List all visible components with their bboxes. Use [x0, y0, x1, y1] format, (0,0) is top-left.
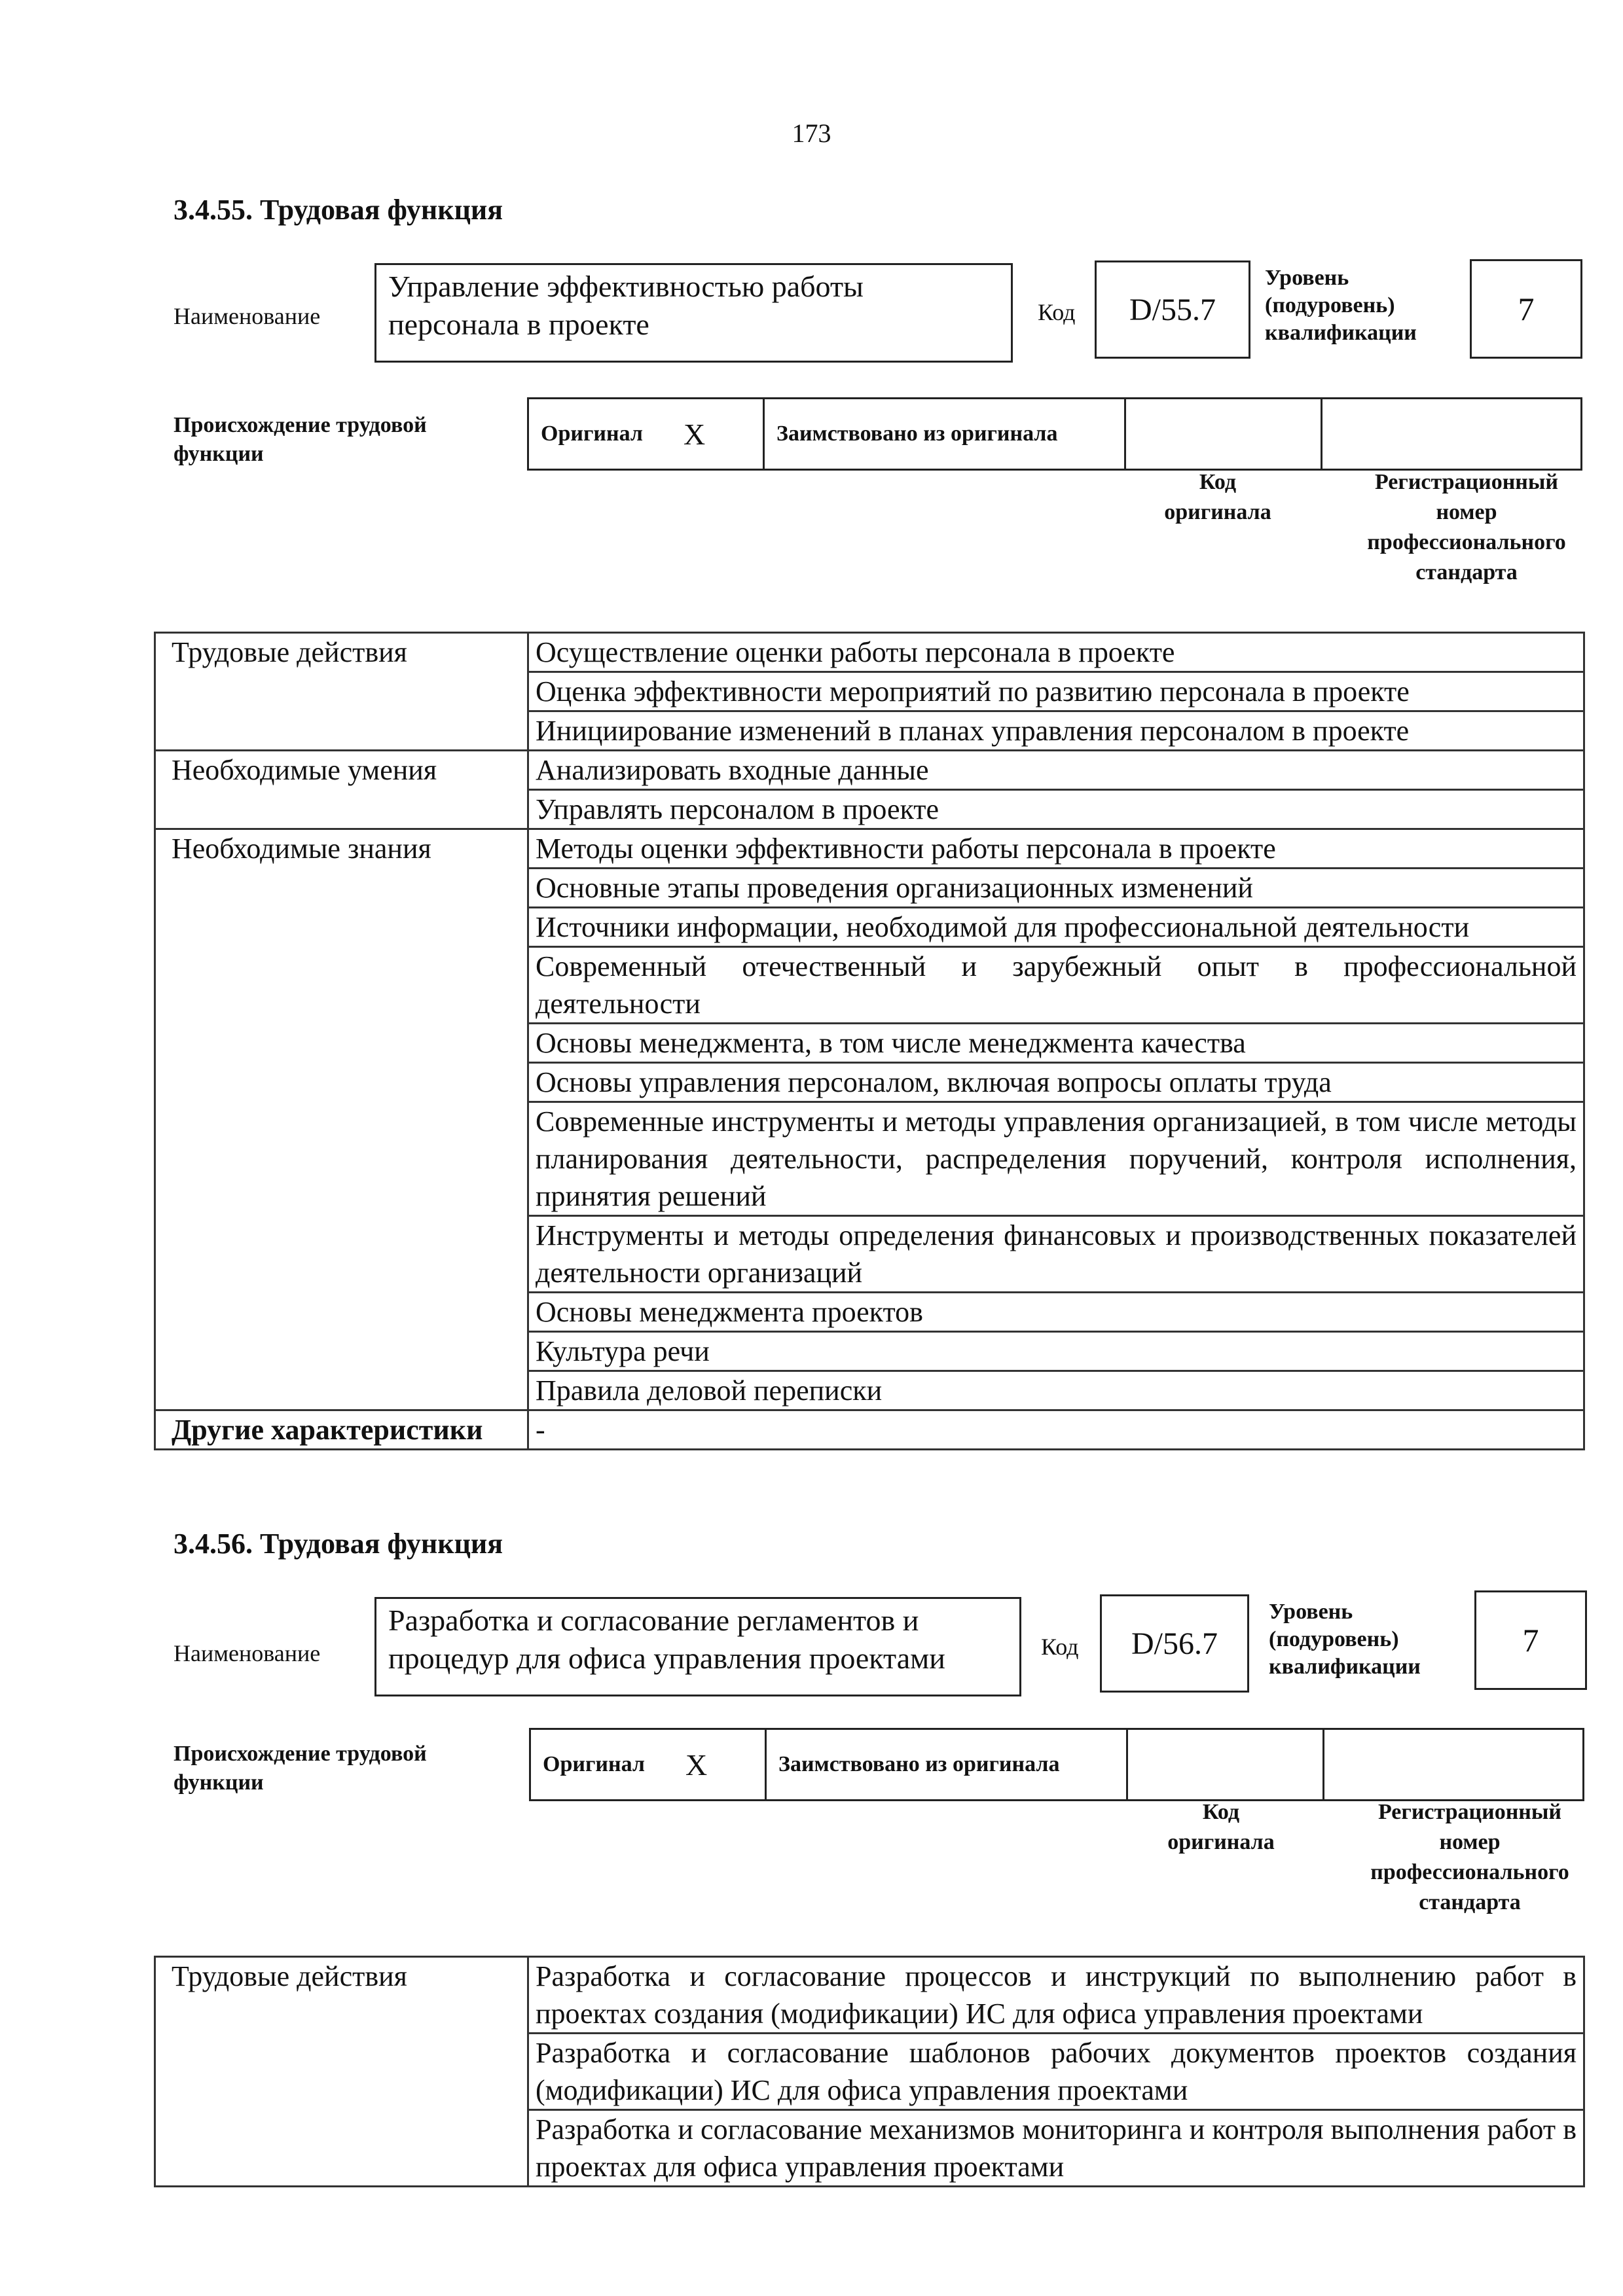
section-title: 3.4.56. Трудовая функция [173, 1528, 503, 1560]
function-code: D/55.7 [1095, 260, 1250, 359]
table-cell: Разработка и согласование процессов и инструкций по выполнению работ в проектах создания (модификации) ИС для офиса управления проектами [528, 1957, 1584, 2034]
table-cell: Современные инструменты и методы управления организацией, в том числе методы планирования деятельности, распределения поручений, контроля исполнения, принятия решений [528, 1102, 1584, 1216]
name-label: Наименование [173, 303, 321, 329]
table-cell: Основы управления персоналом, включая вопросы оплаты труда [528, 1063, 1584, 1102]
reg-number-label: Регистрационный номер профессионального стандарта [1367, 470, 1566, 584]
table-cell: Разработка и согласование шаблонов рабочих документов проектов создания (модификации) ИС для офиса управления проектами [528, 2034, 1584, 2110]
table-cell: Оценка эффективности мероприятий по развитию персонала в проекте [528, 672, 1584, 711]
table-cell: Управлять персоналом в проекте [528, 790, 1584, 829]
code-original-label: Код оригинала [1167, 1800, 1275, 1854]
function-table [154, 1956, 1585, 2187]
table-cell: Инструменты и методы определения финансовых и производственных показателей деятельности организаций [528, 1216, 1584, 1293]
row-head-other: Другие характеристики [155, 1410, 528, 1450]
reg-number-cell [1322, 399, 1580, 469]
table-cell: Инициирование изменений в планах управления персоналом в проекте [528, 711, 1584, 751]
table-cell: Анализировать входные данные [528, 751, 1584, 790]
origin-row [529, 1728, 1584, 1801]
function-name: Разработка и согласование регламентов и процедур для офиса управления проектами [374, 1597, 1021, 1696]
row-head-actions: Трудовые действия [155, 1957, 528, 2187]
qualification-level: 7 [1470, 259, 1582, 359]
table-cell: Современный отечественный и зарубежный опыт в профессиональной деятельности [528, 947, 1584, 1024]
origin-label: Происхождение трудовой функции [173, 413, 427, 466]
table-cell: - [528, 1410, 1584, 1450]
origin-label: Происхождение трудовой функции [173, 1742, 427, 1795]
table-cell: Основные этапы проведения организационных изменений [528, 869, 1584, 908]
row-head-actions: Трудовые действия [155, 633, 528, 751]
qualification-level: 7 [1474, 1590, 1587, 1690]
origin-borrowed-cell: Заимствовано из оригинала [767, 1730, 1128, 1799]
origin-x-mark: X [685, 1748, 708, 1782]
name-label: Наименование [173, 1640, 321, 1666]
table-cell: Разработка и согласование механизмов мониторинга и контроля выполнения работ в проектах для офиса управления проектами [528, 2110, 1584, 2187]
row-head-skills: Необходимые умения [155, 751, 528, 829]
original-code-cell [1128, 1730, 1324, 1799]
origin-original-cell: Оригинал X [531, 1730, 767, 1799]
table-cell: Культура речи [528, 1332, 1584, 1371]
origin-borrowed-cell: Заимствовано из оригинала [765, 399, 1126, 469]
function-code: D/56.7 [1100, 1594, 1249, 1693]
table-cell: Методы оценки эффективности работы персонала в проекте [528, 829, 1584, 869]
reg-number-label: Регистрационный номер профессионального стандарта [1370, 1800, 1569, 1914]
function-name: Управление эффективностью работы персонала в проекте [374, 263, 1013, 363]
code-label: Код [1038, 299, 1076, 325]
table-cell: Основы менеджмента проектов [528, 1293, 1584, 1332]
origin-original-cell: Оригинал X [529, 399, 765, 469]
table-cell: Правила деловой переписки [528, 1371, 1584, 1410]
level-label: Уровень (подуровень) квалификации [1269, 1600, 1421, 1679]
section-title: 3.4.55. Трудовая функция [173, 194, 503, 226]
table-cell: Основы менеджмента, в том числе менеджмента качества [528, 1024, 1584, 1063]
page-number: 173 [792, 118, 831, 148]
level-label: Уровень (подуровень) квалификации [1265, 266, 1417, 345]
code-original-label: Код оригинала [1164, 470, 1271, 524]
row-head-knowledge: Необходимые знания [155, 829, 528, 1410]
origin-row [527, 397, 1582, 471]
table-cell: Осуществление оценки работы персонала в проекте [528, 633, 1584, 672]
code-label: Код [1041, 1634, 1079, 1660]
function-table [154, 632, 1585, 1450]
table-cell: Источники информации, необходимой для профессиональной деятельности [528, 908, 1584, 947]
reg-number-cell [1324, 1730, 1582, 1799]
origin-x-mark: X [683, 417, 706, 451]
original-code-cell [1126, 399, 1322, 469]
